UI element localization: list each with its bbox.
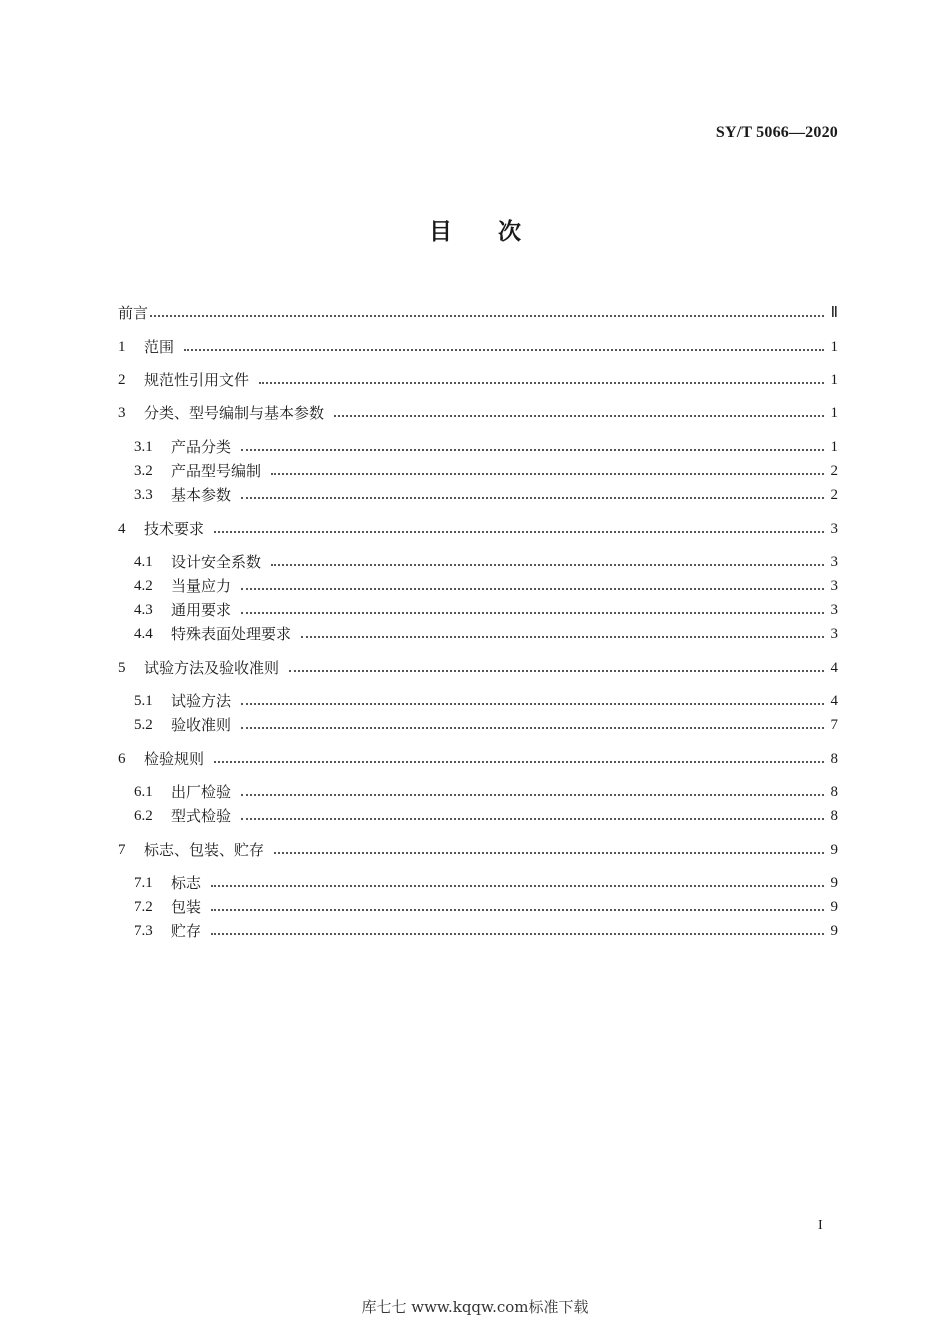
toc-entry[interactable] bbox=[134, 805, 838, 827]
toc-dot-leader bbox=[211, 908, 824, 911]
toc-dot-leader bbox=[274, 851, 824, 854]
toc-entry-number: 7.1 bbox=[134, 875, 153, 891]
toc-entry-number: 7.3 bbox=[134, 923, 153, 939]
toc-dot-leader bbox=[259, 381, 824, 384]
toc-entry-number: 4.3 bbox=[134, 602, 153, 618]
toc-entry-page: 1 bbox=[830, 439, 838, 455]
toc-dot-leader bbox=[150, 314, 824, 317]
toc-entry-label: 试验方法及验收准则 bbox=[144, 659, 280, 677]
toc-entry-number: 4 bbox=[118, 521, 126, 537]
toc-entry-page: 3 bbox=[830, 602, 838, 618]
toc-entry-page: 4 bbox=[830, 693, 838, 709]
toc-entry[interactable] bbox=[134, 599, 838, 621]
toc-dot-leader bbox=[301, 635, 824, 638]
toc-entry[interactable] bbox=[134, 575, 838, 597]
toc-entry-number: 1 bbox=[118, 339, 126, 355]
toc-dot-leader bbox=[211, 884, 824, 887]
toc-entry-number: 6.1 bbox=[134, 784, 153, 800]
toc-entry-page: Ⅱ bbox=[830, 305, 838, 321]
toc-entry-page: 9 bbox=[830, 923, 838, 939]
toc-entry-number: 4.2 bbox=[134, 578, 153, 594]
toc-dot-leader bbox=[241, 611, 824, 614]
toc-entry[interactable] bbox=[118, 302, 838, 324]
toc-entry-number: 4.4 bbox=[134, 626, 153, 642]
toc-entry[interactable] bbox=[118, 336, 838, 358]
toc-entry-page: 9 bbox=[830, 842, 838, 858]
toc-entry-number: 5.1 bbox=[134, 693, 153, 709]
toc-dot-leader bbox=[184, 348, 824, 351]
toc-entry[interactable] bbox=[118, 657, 838, 679]
toc-entry-label: 范围 bbox=[144, 338, 175, 356]
toc-entry-number: 3 bbox=[118, 405, 126, 421]
toc-entry-page: 3 bbox=[830, 521, 838, 537]
toc-entry[interactable] bbox=[118, 748, 838, 770]
toc-dot-leader bbox=[334, 414, 824, 417]
toc-entry-label: 标志、包装、贮存 bbox=[144, 841, 265, 859]
toc-entry-number: 3.2 bbox=[134, 463, 153, 479]
toc-entry-label: 前言 bbox=[118, 304, 149, 322]
toc-entry-page: 3 bbox=[830, 578, 838, 594]
toc-entry[interactable] bbox=[134, 484, 838, 506]
toc-entry-page: 1 bbox=[830, 405, 838, 421]
toc-entry-number: 5.2 bbox=[134, 717, 153, 733]
toc-entry-page: 4 bbox=[830, 660, 838, 676]
toc-entry-number: 6.2 bbox=[134, 808, 153, 824]
toc-entry-number: 5 bbox=[118, 660, 126, 676]
toc-dot-leader bbox=[271, 472, 824, 475]
toc-dot-leader bbox=[241, 496, 824, 499]
toc-entry-number: 3.1 bbox=[134, 439, 153, 455]
toc-entry[interactable] bbox=[134, 920, 838, 942]
toc-dot-leader bbox=[241, 817, 824, 820]
toc-entry[interactable] bbox=[118, 402, 838, 424]
toc-entry-label: 基本参数 bbox=[171, 486, 232, 504]
toc-entry-label: 试验方法 bbox=[171, 692, 232, 710]
toc-dot-leader bbox=[211, 932, 824, 935]
toc-entry-label: 通用要求 bbox=[171, 601, 232, 619]
toc-dot-leader bbox=[241, 793, 824, 796]
toc-entry-page: 2 bbox=[830, 487, 838, 503]
toc-entry-label: 型式检验 bbox=[171, 807, 232, 825]
toc-entry-page: 3 bbox=[830, 626, 838, 642]
toc-dot-leader bbox=[214, 530, 824, 533]
toc-entry-label: 分类、型号编制与基本参数 bbox=[144, 404, 325, 422]
toc-entry[interactable] bbox=[134, 781, 838, 803]
toc-entry-page: 1 bbox=[830, 339, 838, 355]
toc-entry[interactable] bbox=[118, 369, 838, 391]
toc-entry-label: 技术要求 bbox=[144, 520, 205, 538]
toc-dot-leader bbox=[214, 760, 824, 763]
toc-entry-label: 当量应力 bbox=[171, 577, 232, 595]
toc-dot-leader bbox=[271, 563, 824, 566]
toc-entry-page: 9 bbox=[830, 899, 838, 915]
page-number: I bbox=[818, 1218, 823, 1233]
toc-entry-number: 7.2 bbox=[134, 899, 153, 915]
toc-entry-label: 贮存 bbox=[171, 922, 202, 940]
toc-entry-label: 产品型号编制 bbox=[171, 462, 262, 480]
toc-entry-page: 9 bbox=[830, 875, 838, 891]
toc-entry[interactable] bbox=[134, 690, 838, 712]
footer-watermark: 库七七 www.kqqw.com标准下载 bbox=[361, 1298, 589, 1316]
toc-entry-label: 产品分类 bbox=[171, 438, 232, 456]
toc-entry-label: 特殊表面处理要求 bbox=[171, 625, 292, 643]
toc-entry[interactable] bbox=[134, 623, 838, 645]
toc-entry-label: 包装 bbox=[171, 898, 202, 916]
toc-entry-label: 设计安全系数 bbox=[171, 553, 262, 571]
toc-entry[interactable] bbox=[134, 436, 838, 458]
toc-entry-label: 验收准则 bbox=[171, 716, 232, 734]
toc-entry-number: 7 bbox=[118, 842, 126, 858]
toc-entry-page: 8 bbox=[830, 808, 838, 824]
page-title: 目次 bbox=[429, 219, 567, 245]
toc-dot-leader bbox=[289, 669, 824, 672]
toc-dot-leader bbox=[241, 726, 824, 729]
toc-entry-number: 3.3 bbox=[134, 487, 153, 503]
toc-entry-label: 出厂检验 bbox=[171, 783, 232, 801]
toc-entry-page: 7 bbox=[830, 717, 838, 733]
toc-entry-label: 检验规则 bbox=[144, 750, 205, 768]
toc-dot-leader bbox=[241, 702, 824, 705]
toc-entry-number: 4.1 bbox=[134, 554, 153, 570]
toc-dot-leader bbox=[241, 587, 824, 590]
toc-entry-page: 3 bbox=[830, 554, 838, 570]
toc-entry-number: 2 bbox=[118, 372, 126, 388]
toc-entry[interactable] bbox=[134, 896, 838, 918]
toc-entry[interactable] bbox=[134, 714, 838, 736]
toc-dot-leader bbox=[241, 448, 824, 451]
toc-entry[interactable] bbox=[118, 839, 838, 861]
toc-entry[interactable] bbox=[118, 518, 838, 540]
toc-entry-label: 标志 bbox=[171, 874, 202, 892]
standard-code: SY/T 5066—2020 bbox=[715, 124, 838, 141]
toc-entry[interactable] bbox=[134, 460, 838, 482]
toc-entry-number: 6 bbox=[118, 751, 126, 767]
toc-entry[interactable] bbox=[134, 872, 838, 894]
toc-entry-page: 8 bbox=[830, 784, 838, 800]
toc-entry[interactable] bbox=[134, 551, 838, 573]
toc-entry-page: 8 bbox=[830, 751, 838, 767]
toc-entry-page: 2 bbox=[830, 463, 838, 479]
toc-entry-label: 规范性引用文件 bbox=[144, 371, 250, 389]
toc-entry-page: 1 bbox=[830, 372, 838, 388]
